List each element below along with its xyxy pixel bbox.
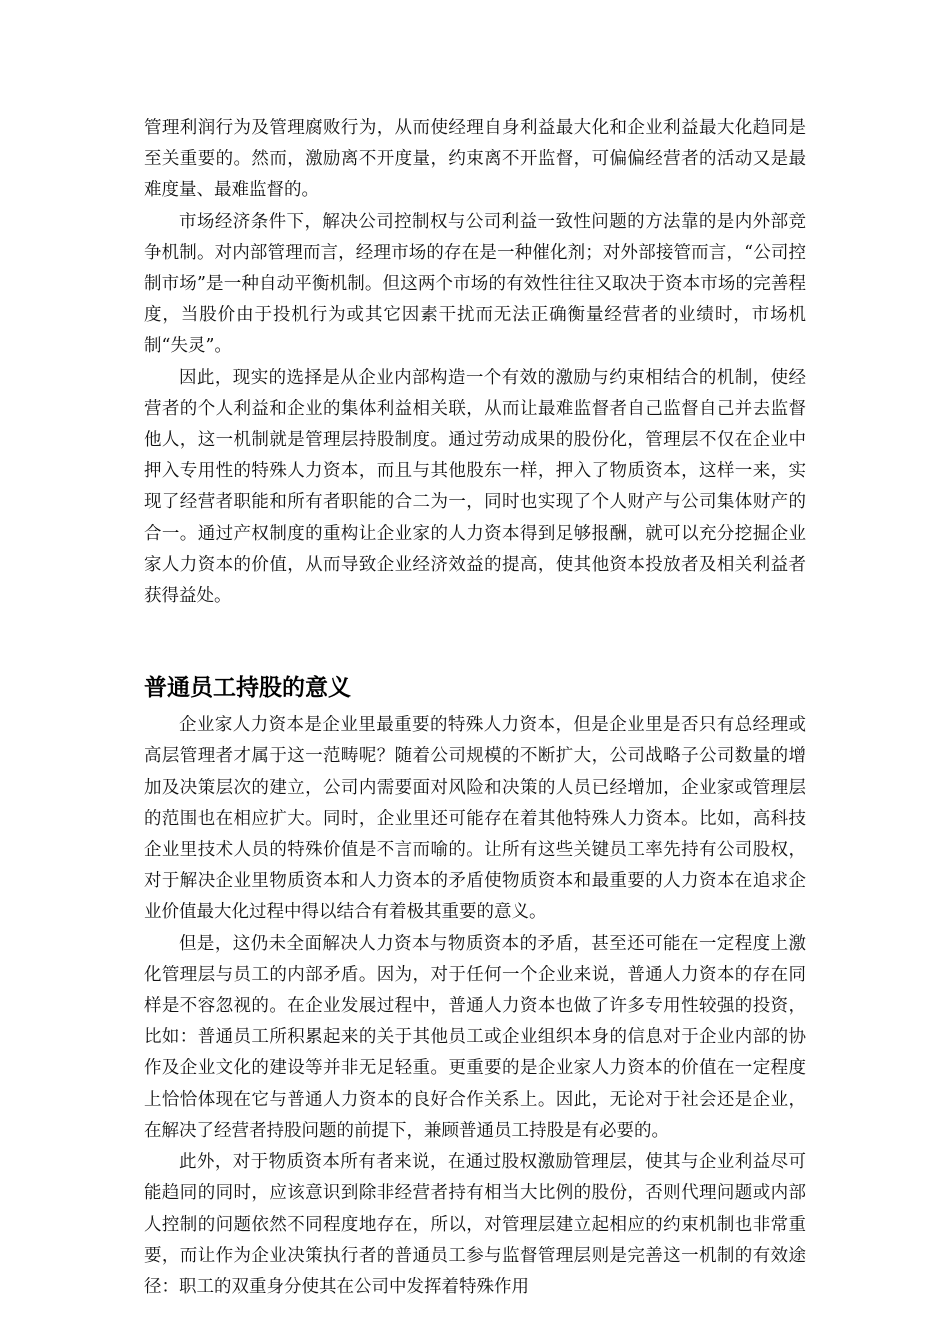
paragraph: 此外，对于物质资本所有者来说，在通过股权激励管理层，使其与企业利益尽可能趋同的同时，应该意识到除非经营者持有相当大比例的股份，否则代理问题或内部人控制的问题依然不同程度地存在，所以，对管理层建立起相应的约束机制也非常重要，而让作为企业决策执行者的普通员工参与监督管理层则是完善这一机制的有效途径：职工的双重身分使其在公司中发挥着特殊作用 [144, 1152, 806, 1297]
paragraph: 但是，这仍未全面解决人力资本与物质资本的矛盾，甚至还可能在一定程度上激化管理层与员工的内部矛盾。因为，对于任何一个企业来说，普通人力资本的存在同样是不容忽视的。在企业发展过程中，普通人力资本也做了许多专用性较强的投资，比如：普通员工所积累起来的关于其他员工或企业组织本身的信息对于企业内部的协作及企业文化的建设等并非无足轻重。更重要的是企业家人力资本的价值在一定程度上恰恰体现在它与普通人力资本的良好合作关系上。因此，无论对于社会还是企业，在解决了经营者持股问题的前提下，兼顾普通员工持股是有必要的。 [144, 933, 806, 1141]
paragraph: 管理利润行为及管理腐败行为，从而使经理自身利益最大化和企业利益最大化趋同是至关重要的。然而，激励离不开度量，约束离不开监督，可偏偏经营者的活动又是最难度量、最难监督的。 [144, 118, 806, 201]
paragraph: 因此，现实的选择是从企业内部构造一个有效的激励与约束相结合的机制，使经营者的个人利益和企业的集体利益相关联，从而让最难监督者自己监督自己并去监督他人，这一机制就是管理层持股制度。通过劳动成果的股份化，管理层不仅在企业中押入专用性的特殊人力资本，而且与其他股东一样，押入了物质资本，这样一来，实现了经营者职能和所有者职能的合二为一，同时也实现了个人财产与公司集体财产的合一。通过产权制度的重构让企业家的人力资本得到足够报酬，就可以充分挖掘企业家人力资本的价值，从而导致企业经济效益的提高，使其他资本投放者及相关利益者获得益处。 [144, 367, 806, 607]
paragraph: 市场经济条件下，解决公司控制权与公司利益一致性问题的方法靠的是内外部竞争机制。对内部管理而言，经理市场的存在是一种催化剂；对外部接管而言，“公司控制市场”是一种自动平衡机制。但这两个市场的有效性往往又取决于资本市场的完善程度，当股价由于投机行为或其它因素干扰而无法正确衡量经营者的业绩时，市场机制“失灵”。 [144, 211, 806, 357]
section-heading: 普通员工持股的意义 [144, 675, 351, 702]
document-body [144, 113, 806, 1303]
paragraph: 企业家人力资本是企业里最重要的特殊人力资本，但是企业里是否只有总经理或高层管理者才属于这一范畴呢？随着公司规模的不断扩大，公司战略子公司数量的增加及决策层次的建立，公司内需要面对风险和决策的人员已经增加，企业家或管理层的范围也在相应扩大。同时，企业里还可能存在着其他特殊人力资本。比如，高科技企业里技术人员的特殊价值是不言而喻的。让所有这些关键员工率先持有公司股权，对于解决企业里物质资本和人力资本的矛盾使物质资本和最重要的人力资本在追求企业价值最大化过程中得以结合有着极其重要的意义。 [144, 715, 806, 923]
